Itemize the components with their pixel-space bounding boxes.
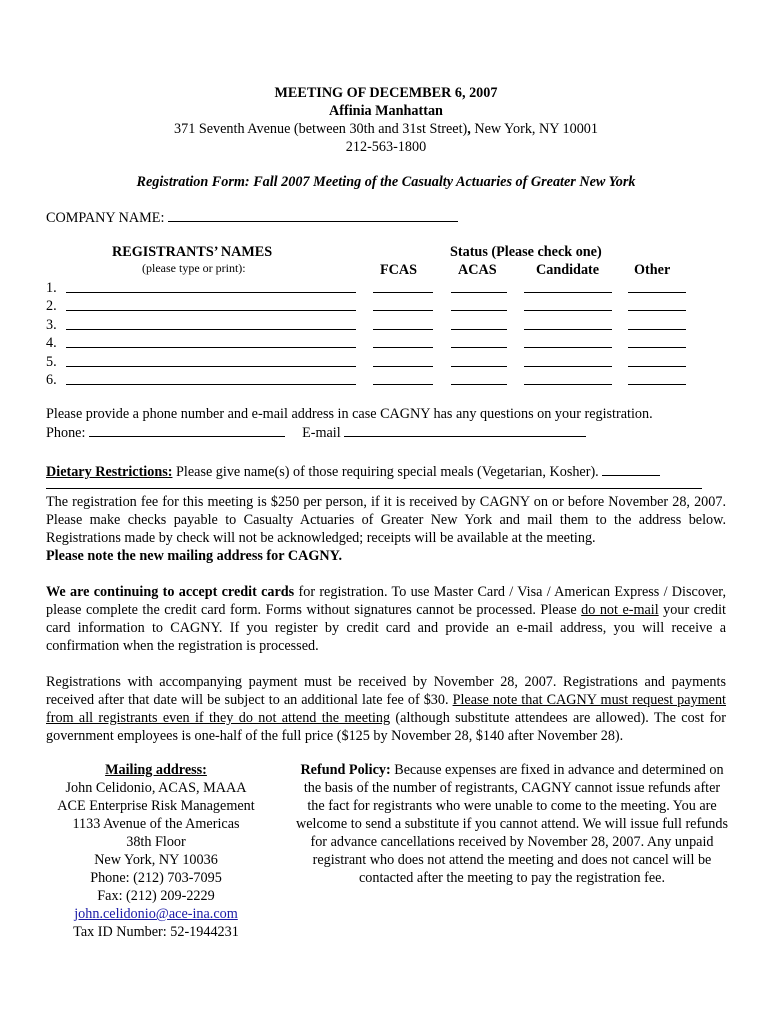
other-field[interactable] [628, 383, 686, 385]
company-name-row [46, 208, 726, 227]
registrants-table [46, 233, 726, 393]
row-number: 2. [46, 298, 57, 315]
company-name-label: COMPANY NAME: [46, 210, 165, 226]
acas-field[interactable] [451, 383, 507, 385]
candidate-field[interactable] [524, 383, 612, 385]
venue-address: 371 Seventh Avenue (between 30th and 31st Street), New York, NY 10001 [174, 121, 598, 137]
mailing-line: Fax: (212) 209-2229 [97, 888, 215, 904]
fcas-field[interactable] [373, 309, 433, 311]
registrant-name-field[interactable] [66, 291, 356, 293]
credit-card-section: We are continuing to accept credit cards for registration. To use Master Card / Visa / American Express / Discover, please complete the credit card form. Forms without signatures cannot be processed. Please do not e-mail your credit card information to CAGNY. If you register by credit card and provide an e-mail address, you will receive a confirmation when the registration is processed. [46, 584, 727, 654]
column-acas: ACAS [458, 262, 497, 278]
phone-label: Phone: [46, 425, 86, 441]
fee-section [46, 493, 726, 565]
candidate-field[interactable] [524, 365, 612, 367]
dietary-label: Dietary Restrictions: [46, 464, 173, 480]
registrants-heading: REGISTRANTS’ NAMES [112, 244, 273, 260]
other-field[interactable] [628, 309, 686, 311]
dietary-field[interactable] [46, 487, 702, 489]
row-number: 5. [46, 353, 57, 370]
mailing-address [46, 761, 266, 941]
form-title: Registration Form: Fall 2007 Meeting of the Casualty Actuaries of Greater New York [136, 174, 636, 190]
fcas-field[interactable] [373, 346, 433, 348]
candidate-field[interactable] [524, 291, 612, 293]
email-field[interactable] [344, 423, 586, 437]
other-field[interactable] [628, 346, 686, 348]
fee-text: The registration fee for this meeting is $250 per person, if it is received by CAGNY on or before November 28, 2007. Please make checks payable to Casualty Actuaries of Greater New York and mail them to the address below. Registrations made by check will not be acknowledged; receipts will be available at the meeting. [46, 494, 726, 546]
acas-field[interactable] [451, 346, 507, 348]
registrants-subheading: (please type or print): [142, 261, 246, 275]
row-number: 1. [46, 280, 57, 296]
fcas-field[interactable] [373, 365, 433, 367]
mailing-line: 38th Floor [126, 834, 186, 850]
contact-intro: Please provide a phone number and e-mail address in case CAGNY has any questions on your registration. [46, 406, 653, 422]
registrant-name-field[interactable] [66, 309, 356, 311]
credit-underline: do not e-mail [581, 602, 659, 618]
mailing-line: 1133 Avenue of the Americas [72, 816, 240, 832]
fcas-field[interactable] [373, 291, 433, 293]
tax-id: Tax ID Number: 52-1944231 [73, 924, 239, 940]
row-number: 3. [46, 316, 57, 333]
row-number: 4. [46, 335, 57, 352]
other-field[interactable] [628, 328, 686, 330]
dietary-text: Please give name(s) of those requiring special meals (Vegetarian, Kosher). [172, 464, 599, 480]
meeting-date: MEETING OF DECEMBER 6, 2007 [274, 85, 498, 101]
registrant-name-field[interactable] [66, 328, 356, 330]
column-other: Other [634, 262, 671, 278]
mailing-note: Please note the new mailing address for CAGNY. [46, 548, 343, 564]
fcas-field[interactable] [373, 383, 433, 385]
mailing-line: Phone: (212) 703-7095 [90, 870, 222, 886]
acas-field[interactable] [451, 309, 507, 311]
column-fcas: FCAS [380, 262, 418, 278]
other-field[interactable] [628, 365, 686, 367]
acas-field[interactable] [451, 328, 507, 330]
credit-bold: We are continuing to accept credit cards [46, 584, 295, 600]
meeting-header [46, 84, 726, 156]
refund-text: Because expenses are fixed in advance and determined on the basis of the number of registrants, CAGNY cannot issue refunds after the fact for registrants who were unable to come to the meeting. You are welcome to send a substitute if you cannot attend. We will issue full refunds for advance cancellations received by November 28, 2007. Any unpaid registrant who does not attend the meeting and does not cancel will be contacted after the meeting to pay the registration fee. [296, 762, 729, 886]
acas-field[interactable] [451, 291, 507, 293]
row-number: 6. [46, 372, 57, 388]
other-field[interactable] [628, 291, 686, 293]
company-name-field[interactable] [168, 208, 458, 222]
mailing-line: John Celidonio, ACAS, MAAA [65, 780, 247, 796]
registrant-name-field[interactable] [66, 365, 356, 367]
dietary-field-end[interactable] [602, 462, 660, 476]
candidate-field[interactable] [524, 346, 612, 348]
dietary-section [46, 462, 726, 489]
venue-phone: 212-563-1800 [345, 139, 427, 155]
mailing-line: New York, NY 10036 [94, 852, 218, 868]
registrant-name-field[interactable] [66, 346, 356, 348]
fcas-field[interactable] [373, 328, 433, 330]
deadline-section: Registrations with accompanying payment must be received by November 28, 2007. Registrations and payments received after that date will be subject to an additional late fee of $30. Please note that CAGNY must request payment from all registrants even if they do not attend the meeting (although substitute attendees are allowed). The cost for government employees is one-half of the full price ($125 by November 28, $140 after November 28). [46, 674, 727, 744]
document-body [46, 84, 729, 961]
mailing-line: ACE Enterprise Risk Management [57, 798, 255, 814]
deadline-underline: Please note that CAGNY must request payment from all registrants even if they do not attend the meeting [46, 692, 727, 726]
email-label: E-mail [302, 425, 341, 441]
phone-field[interactable] [89, 423, 285, 437]
status-heading: Status (Please check one) [450, 244, 602, 260]
candidate-field[interactable] [524, 328, 612, 330]
contact-section [46, 405, 726, 442]
mailing-heading: Mailing address: [105, 762, 207, 778]
refund-policy [296, 761, 728, 887]
candidate-field[interactable] [524, 309, 612, 311]
column-candidate: Candidate [536, 262, 600, 278]
venue-name: Affinia Manhattan [329, 103, 443, 119]
contact-fields [46, 423, 726, 442]
bottom-columns [46, 761, 729, 961]
acas-field[interactable] [451, 365, 507, 367]
refund-label: Refund Policy: [300, 762, 391, 778]
email-link[interactable]: john.celidonio@ace-ina.com [74, 906, 238, 922]
registrant-name-field[interactable] [66, 383, 356, 385]
